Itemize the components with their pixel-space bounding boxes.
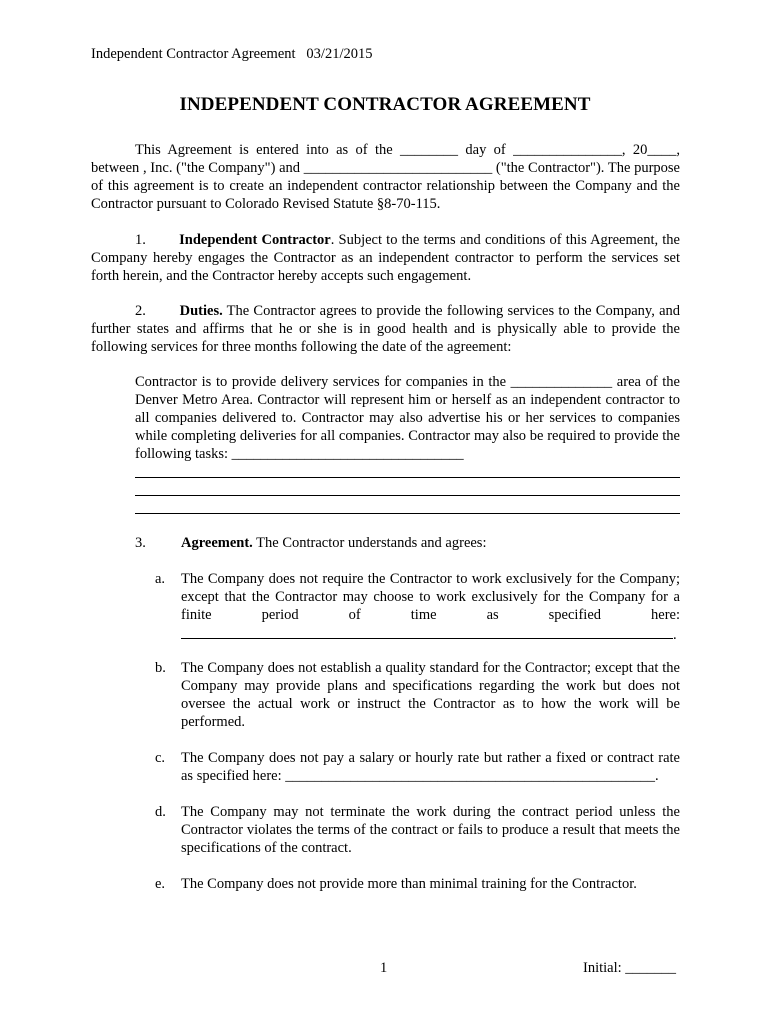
header-doc-name: Independent Contractor Agreement bbox=[91, 46, 296, 62]
section-1-heading: Independent Contractor bbox=[179, 232, 331, 248]
section-2-heading: Duties. bbox=[179, 303, 223, 319]
item-label: e. bbox=[155, 876, 166, 892]
section-2 bbox=[91, 302, 680, 356]
section-1 bbox=[91, 231, 680, 285]
item-label: a. bbox=[155, 571, 166, 587]
item-a-fill-line: . bbox=[181, 624, 680, 642]
item-text: The Company does not require the Contractor to work exclusively for the Company; except that the Contractor may choose to work exclusively for the Company for a finite period of time as specified here: bbox=[181, 571, 680, 623]
header-date: 03/21/2015 bbox=[306, 46, 373, 62]
section-1-text: . Subject to the terms and conditions of this Agreement, the Company hereby engages the Contractor as an independent contractor to perform the services set forth herein, and the Contractor hereby accepts such engagement. bbox=[91, 232, 680, 284]
fill-in-line bbox=[135, 477, 680, 478]
running-header bbox=[91, 46, 372, 63]
section-3-heading-line bbox=[135, 535, 486, 552]
item-label: c. bbox=[155, 750, 166, 766]
section-2-number: 2. bbox=[135, 303, 146, 319]
section-3-text: The Contractor understands and agrees: bbox=[252, 535, 487, 551]
document-title: INDEPENDENT CONTRACTOR AGREEMENT bbox=[179, 94, 591, 115]
fill-in-line bbox=[135, 513, 680, 514]
item-label: d. bbox=[155, 804, 166, 820]
item-text: The Company does not provide more than minimal training for the Contractor. bbox=[181, 876, 637, 892]
intro-paragraph: This Agreement is entered into as of the ________ day of _______________, 20____, between , Inc. ("the Company") and __________________________ ("the Contractor"). The purpose of this agreement is to create an independent contractor relationship between the Company and the Contractor pursuant to Colorado Revised Statute §8-70-115. bbox=[91, 142, 680, 212]
section-1-number: 1. bbox=[135, 232, 146, 248]
initial-field[interactable]: Initial: _______ bbox=[583, 960, 677, 976]
agreement-item-d bbox=[155, 803, 680, 857]
item-text: The Company may not terminate the work during the contract period unless the Contractor violates the terms of the contract or fails to produce a result that meets the specifications of the contract. bbox=[181, 804, 680, 856]
agreement-item-c bbox=[155, 749, 680, 785]
section-3-number: 3. bbox=[135, 535, 146, 551]
fill-in-line bbox=[135, 495, 680, 496]
item-label: b. bbox=[155, 660, 166, 676]
section-3-heading: Agreement. bbox=[181, 535, 253, 551]
item-text: The Company does not pay a salary or hourly rate but rather a fixed or contract rate as specified here: ___________________________________________________. bbox=[181, 750, 680, 784]
services-description: Contractor is to provide delivery services for companies in the ______________ area of the Denver Metro Area. Contractor will represent him or herself as an independent contractor to all companies delivered to. Contractor may also advertise his or her services to companies while completing deliveries for all companies. Contractor may also be required to provide the following tasks: ________________________________ bbox=[135, 374, 680, 462]
agreement-item-b bbox=[155, 659, 680, 731]
section-2-text: The Contractor agrees to provide the following services to the Company, and further states and affirms that he or she is in good health and is physically able to provide the following services for three months following the date of the agreement: bbox=[91, 303, 681, 355]
item-text: The Company does not establish a quality standard for the Contractor; except that the Company may provide plans and specifications regarding the work but does not oversee the actual work or instruct the Contractor as to how the work will be performed. bbox=[181, 660, 680, 730]
agreement-item-e bbox=[155, 875, 680, 893]
agreement-item-a bbox=[155, 570, 680, 642]
page-number: 1 bbox=[380, 960, 388, 976]
